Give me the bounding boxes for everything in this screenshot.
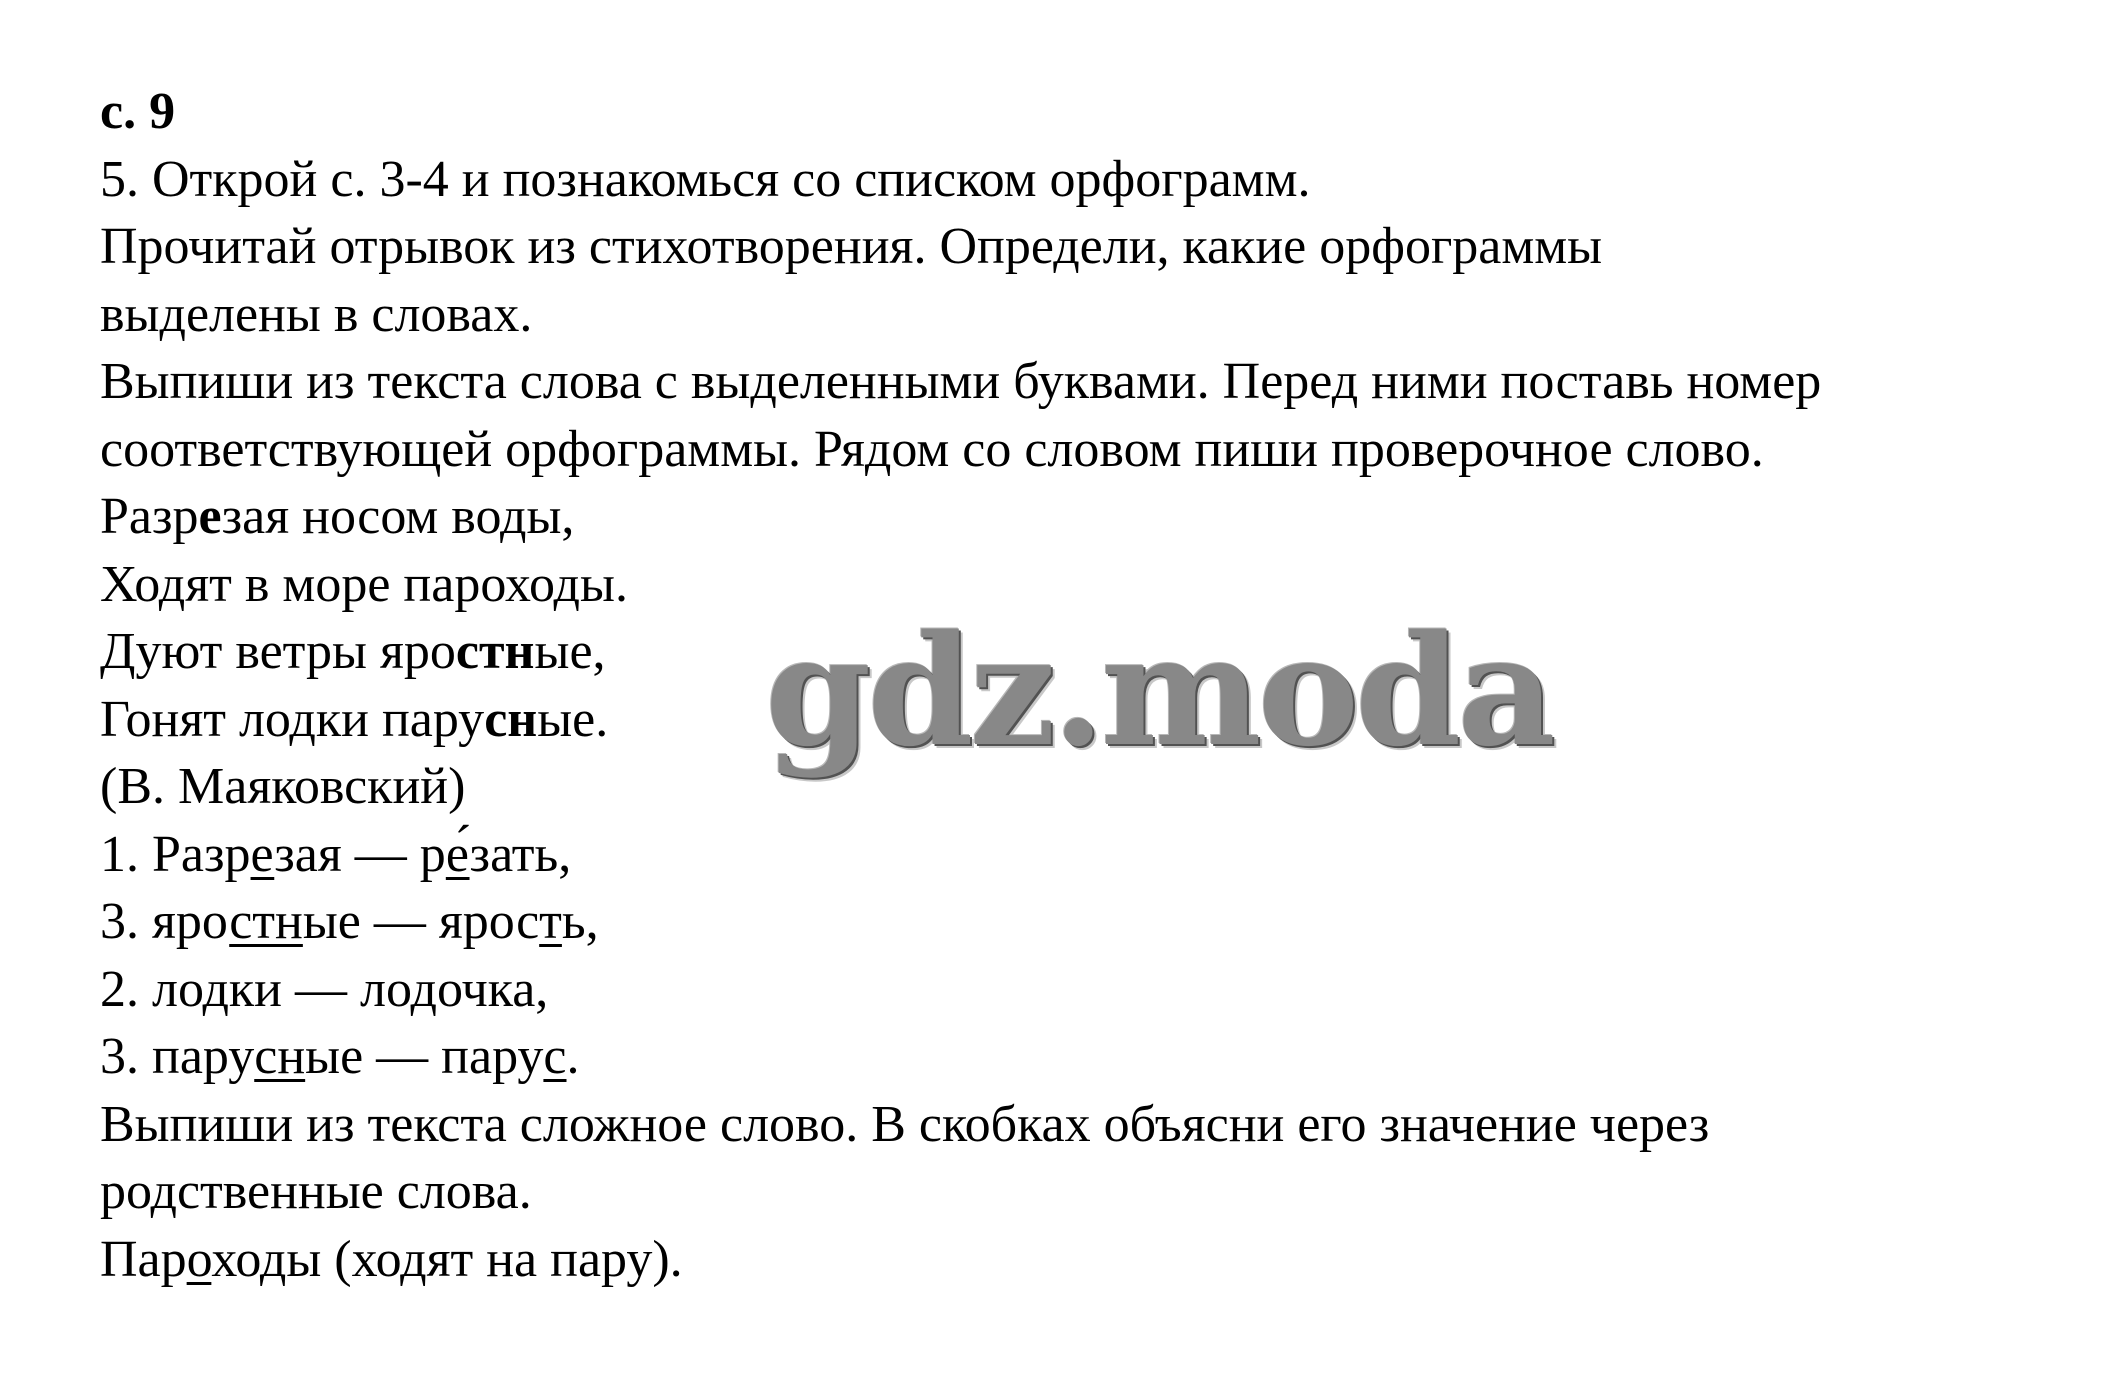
answer-text: зать, bbox=[469, 825, 572, 883]
underlined-letter: сн bbox=[254, 1028, 306, 1085]
highlighted-letters: стн bbox=[455, 623, 535, 680]
underlined-letter: т bbox=[539, 893, 562, 950]
underlined-letter: е́ bbox=[445, 825, 470, 883]
poem-text: Гонят лодки пару bbox=[100, 690, 485, 748]
highlighted-letter: е bbox=[198, 488, 222, 545]
answer-text: 3. яро bbox=[100, 893, 230, 950]
underlined-letter: о bbox=[186, 1230, 212, 1288]
instruction-1-line-1: Прочитай отрывок из стихотворения. Определи, какие орфограммы bbox=[100, 218, 1603, 275]
answer-text: 2. ло bbox=[100, 960, 203, 1018]
answer-text: ходы (ходят на пару). bbox=[211, 1230, 683, 1288]
compound-answer bbox=[100, 1226, 2090, 1294]
poem-text: зая носом воды, bbox=[221, 488, 575, 545]
answer-text: ые — ярос bbox=[302, 893, 540, 950]
answer-text: зая — р bbox=[274, 825, 446, 883]
answer-text: 1. Разр bbox=[100, 825, 251, 883]
answer-text: Пар bbox=[100, 1230, 187, 1288]
poem-text: Разр bbox=[100, 488, 199, 545]
answer-line-1 bbox=[100, 821, 2090, 889]
instruction-2-line-2: соответствующей орфограммы. Рядом со словом пиши проверочное слово. bbox=[100, 420, 1764, 478]
answer-text: ки — ло bbox=[228, 960, 411, 1018]
answer-text: ь, bbox=[561, 893, 599, 950]
poem-line-1 bbox=[100, 483, 2090, 551]
answer-text: 3. пару bbox=[100, 1028, 255, 1085]
answer-text: . bbox=[566, 1028, 580, 1085]
underlined-letter: д bbox=[202, 960, 229, 1018]
answer-line-2 bbox=[100, 888, 2090, 956]
answer-line-4 bbox=[100, 1023, 2090, 1091]
task-heading: 5. Открой с. 3-4 и познакомься со списком орфограмм. bbox=[100, 150, 1311, 208]
compound-instruction-line-1: Выпиши из текста сложное слово. В скобках объясни его значение через bbox=[100, 1095, 1710, 1153]
underlined-letter: с bbox=[543, 1028, 567, 1085]
highlighted-letters: сн bbox=[484, 690, 538, 748]
watermark-logo: gdz.moda bbox=[765, 601, 1552, 780]
poem-text: ые. bbox=[537, 690, 609, 748]
compound-instruction-line-2: родственные слова. bbox=[100, 1163, 532, 1220]
answer-text: ые — пару bbox=[305, 1028, 544, 1085]
poem-text: Дуют ветры яро bbox=[100, 623, 456, 680]
answer-line-3 bbox=[100, 956, 2090, 1024]
answer-text: очка, bbox=[436, 960, 549, 1018]
underlined-letter: стн bbox=[229, 893, 303, 950]
instruction-2-line-1: Выпиши из текста слова с выделенными буквами. Перед ними поставь номер bbox=[100, 353, 1822, 410]
underlined-letter: д bbox=[410, 960, 437, 1018]
underlined-letter: е bbox=[250, 825, 275, 883]
poem-text: ые, bbox=[534, 623, 606, 680]
instruction-1-line-2: выделены в словах. bbox=[100, 285, 533, 343]
page-number: с. 9 bbox=[100, 83, 176, 140]
poem-author: (В. Маяковский) bbox=[100, 758, 466, 815]
poem-line-2: Ходят в море пароходы. bbox=[100, 555, 628, 613]
